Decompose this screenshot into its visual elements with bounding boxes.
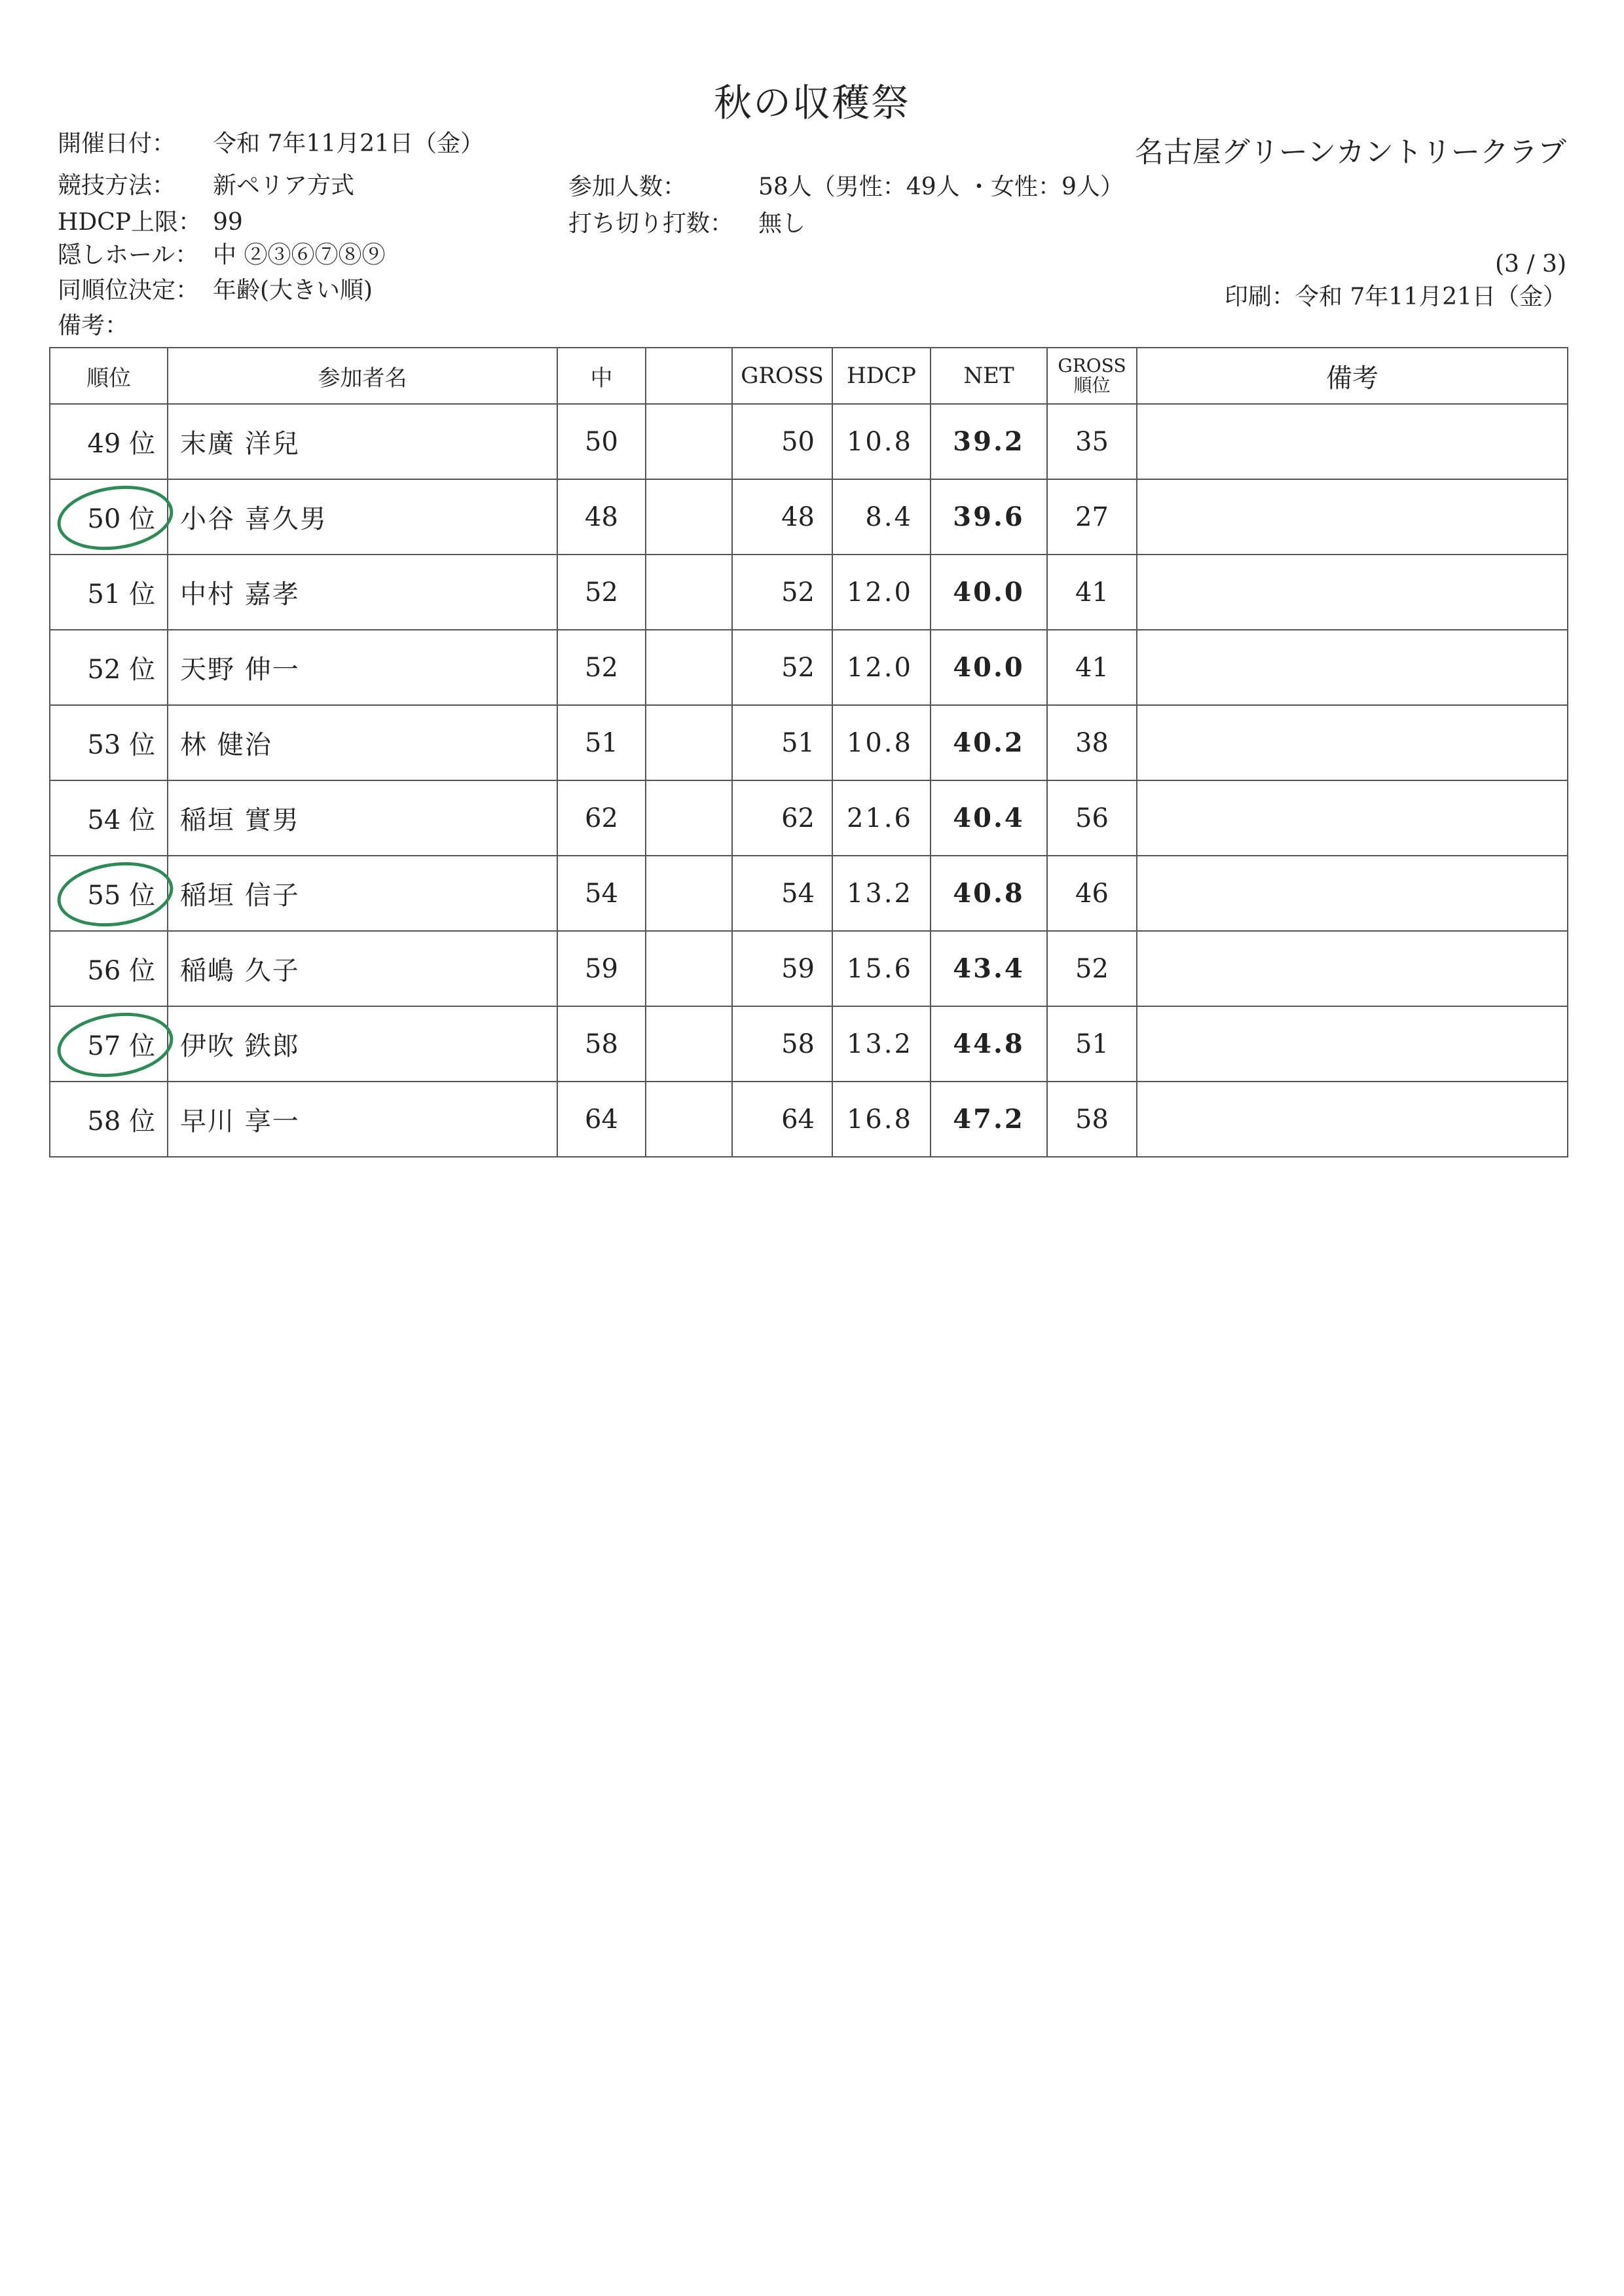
rank-cell <box>50 1006 168 1082</box>
blank-cell <box>646 931 732 1006</box>
gross-rank-cell: 58 <box>1047 1082 1137 1157</box>
naka-score-cell: 59 <box>557 931 646 1006</box>
name-cell: 稲垣 實男 <box>168 780 557 856</box>
hdcp-cell: 10.8 <box>832 705 931 780</box>
gross-cell: 54 <box>732 856 832 931</box>
remarks-cell <box>1137 630 1568 705</box>
blank-cell <box>646 555 732 630</box>
name-cell: 天野 伸一 <box>168 630 557 705</box>
remarks-header: 備考 <box>1137 348 1568 404</box>
gross-cell: 59 <box>732 931 832 1006</box>
remarks-cell <box>1137 479 1568 555</box>
name-cell: 稲嶋 久子 <box>168 931 557 1006</box>
hdcp-header: HDCP <box>832 348 931 404</box>
date-label: 開催日付： <box>58 130 176 157</box>
net-cell: 39.6 <box>931 479 1047 555</box>
gross-rank-cell: 38 <box>1047 705 1137 780</box>
net-cell: 40.2 <box>931 705 1047 780</box>
net-cell: 40.0 <box>931 555 1047 630</box>
hdcp-cell: 16.8 <box>832 1082 931 1157</box>
rank-cell <box>50 630 168 705</box>
gross-rank-cell: 51 <box>1047 1006 1137 1082</box>
remarks-cell <box>1137 705 1568 780</box>
gross-rank-cell: 52 <box>1047 931 1137 1006</box>
name-header: 参加者名 <box>168 348 557 404</box>
handwritten-circle-mark <box>53 479 177 557</box>
rank-text: 50 位 <box>87 504 155 534</box>
rank-cell <box>50 404 168 479</box>
net-cell: 40.8 <box>931 856 1047 931</box>
net-cell: 47.2 <box>931 1082 1047 1157</box>
gross-header: GROSS <box>732 348 832 404</box>
hdcp-cell: 21.6 <box>832 780 931 856</box>
gross-cell: 51 <box>732 705 832 780</box>
handwritten-circle-mark <box>53 1006 177 1084</box>
naka-header: 中 <box>557 348 646 404</box>
blank-cell <box>646 479 732 555</box>
cutoff-label: 打ち切り打数： <box>568 210 734 237</box>
tie-value: 年齢(大きい順) <box>213 277 373 304</box>
gross-cell: 52 <box>732 630 832 705</box>
gross-cell: 50 <box>732 404 832 479</box>
gross-cell: 48 <box>732 479 832 555</box>
name-cell: 早川 享一 <box>168 1082 557 1157</box>
blank-cell <box>646 780 732 856</box>
table-row <box>50 780 1568 856</box>
rank-cell <box>50 780 168 856</box>
cutoff-value: 無し <box>758 210 806 237</box>
name-cell: 中村 嘉孝 <box>168 555 557 630</box>
gross-rank-cell: 27 <box>1047 479 1137 555</box>
name-cell: 小谷 喜久男 <box>168 479 557 555</box>
header-row <box>50 348 1568 404</box>
gross-rank-header-line1: GROSS <box>1058 355 1126 376</box>
blank-cell <box>646 1082 732 1157</box>
method-value: 新ペリア方式 <box>213 172 355 199</box>
hdcp-cell: 12.0 <box>832 555 931 630</box>
hidden-holes-label: 隠しホール： <box>58 242 199 268</box>
naka-score-cell: 62 <box>557 780 646 856</box>
blank-header <box>646 348 732 404</box>
page-number: (3 / 3) <box>1495 251 1566 278</box>
gross-cell: 58 <box>732 1006 832 1082</box>
method-label: 競技方法： <box>58 172 176 199</box>
name-cell: 稲垣 信子 <box>168 856 557 931</box>
blank-cell <box>646 404 732 479</box>
rank-text: 57 位 <box>87 1031 155 1061</box>
hdcp-cell: 15.6 <box>832 931 931 1006</box>
gross-rank-cell: 46 <box>1047 856 1137 931</box>
table-row <box>50 479 1568 555</box>
naka-score-cell: 51 <box>557 705 646 780</box>
gross-rank-cell: 56 <box>1047 780 1137 856</box>
naka-score-cell: 48 <box>557 479 646 555</box>
net-header: NET <box>931 348 1047 404</box>
page-title: 秋の収穫祭 <box>713 81 910 125</box>
hdcp-cell: 12.0 <box>832 630 931 705</box>
remarks-cell <box>1137 1082 1568 1157</box>
blank-cell <box>646 856 732 931</box>
gross-rank-header <box>1047 348 1137 404</box>
hdcp-cell: 13.2 <box>832 856 931 931</box>
rank-text: 53 位 <box>87 730 155 760</box>
naka-score-cell: 52 <box>557 630 646 705</box>
gross-cell: 64 <box>732 1082 832 1157</box>
hdcp-limit-label: HDCP上限： <box>58 209 202 236</box>
gross-rank-cell: 41 <box>1047 630 1137 705</box>
name-cell: 末廣 洋兒 <box>168 404 557 479</box>
naka-score-cell: 58 <box>557 1006 646 1082</box>
participants-value: 58人（男性：49人 ・女性：9人） <box>758 173 1124 200</box>
blank-cell <box>646 705 732 780</box>
remarks-label: 備考： <box>58 312 129 339</box>
rank-cell <box>50 1082 168 1157</box>
hdcp-cell: 10.8 <box>832 404 931 479</box>
table-row <box>50 404 1568 479</box>
table-row <box>50 705 1568 780</box>
results-table <box>49 347 1568 1157</box>
rank-cell <box>50 705 168 780</box>
gross-cell: 62 <box>732 780 832 856</box>
rank-cell <box>50 856 168 931</box>
blank-cell <box>646 630 732 705</box>
net-cell: 40.4 <box>931 780 1047 856</box>
gross-cell: 52 <box>732 555 832 630</box>
date-value: 令和 7年11月21日（金） <box>213 130 484 157</box>
net-cell: 44.8 <box>931 1006 1047 1082</box>
name-cell: 伊吹 鉄郎 <box>168 1006 557 1082</box>
rank-cell <box>50 555 168 630</box>
rank-cell <box>50 931 168 1006</box>
remarks-cell <box>1137 856 1568 931</box>
hdcp-cell: 13.2 <box>832 1006 931 1082</box>
rank-text: 54 位 <box>87 805 155 835</box>
remarks-cell <box>1137 780 1568 856</box>
hidden-holes-value: 中 ②③⑥⑦⑧⑨ <box>213 242 386 268</box>
hdcp-cell: 8.4 <box>832 479 931 555</box>
print-date: 印刷：令和 7年11月21日（金） <box>1225 283 1566 310</box>
naka-score-cell: 54 <box>557 856 646 931</box>
table-row <box>50 555 1568 630</box>
rank-text: 52 位 <box>87 655 155 685</box>
blank-cell <box>646 1006 732 1082</box>
handwritten-circle-mark <box>53 855 177 934</box>
hdcp-limit-value: 99 <box>213 209 243 236</box>
rank-text: 49 位 <box>87 429 155 459</box>
naka-score-cell: 64 <box>557 1082 646 1157</box>
rank-text: 56 位 <box>87 956 155 986</box>
remarks-cell <box>1137 404 1568 479</box>
rank-text: 51 位 <box>87 579 155 610</box>
rank-text: 58 位 <box>87 1106 155 1137</box>
table-row <box>50 1082 1568 1157</box>
net-cell: 43.4 <box>931 931 1047 1006</box>
table-row <box>50 931 1568 1006</box>
participants-label: 参加人数： <box>568 173 687 200</box>
club-name: 名古屋グリーンカントリークラブ <box>1134 136 1566 169</box>
net-cell: 40.0 <box>931 630 1047 705</box>
naka-score-cell: 50 <box>557 404 646 479</box>
gross-rank-header-line2: 順位 <box>1073 374 1111 396</box>
rank-text: 55 位 <box>87 881 155 911</box>
remarks-cell <box>1137 1006 1568 1082</box>
remarks-cell <box>1137 555 1568 630</box>
rank-cell <box>50 479 168 555</box>
gross-rank-cell: 35 <box>1047 404 1137 479</box>
table-row <box>50 1006 1568 1082</box>
remarks-cell <box>1137 931 1568 1006</box>
tie-label: 同順位決定： <box>58 277 200 304</box>
naka-score-cell: 52 <box>557 555 646 630</box>
rank-header: 順位 <box>50 348 168 404</box>
name-cell: 林 健治 <box>168 705 557 780</box>
net-cell: 39.2 <box>931 404 1047 479</box>
gross-rank-cell: 41 <box>1047 555 1137 630</box>
table-row <box>50 630 1568 705</box>
table-row <box>50 856 1568 931</box>
